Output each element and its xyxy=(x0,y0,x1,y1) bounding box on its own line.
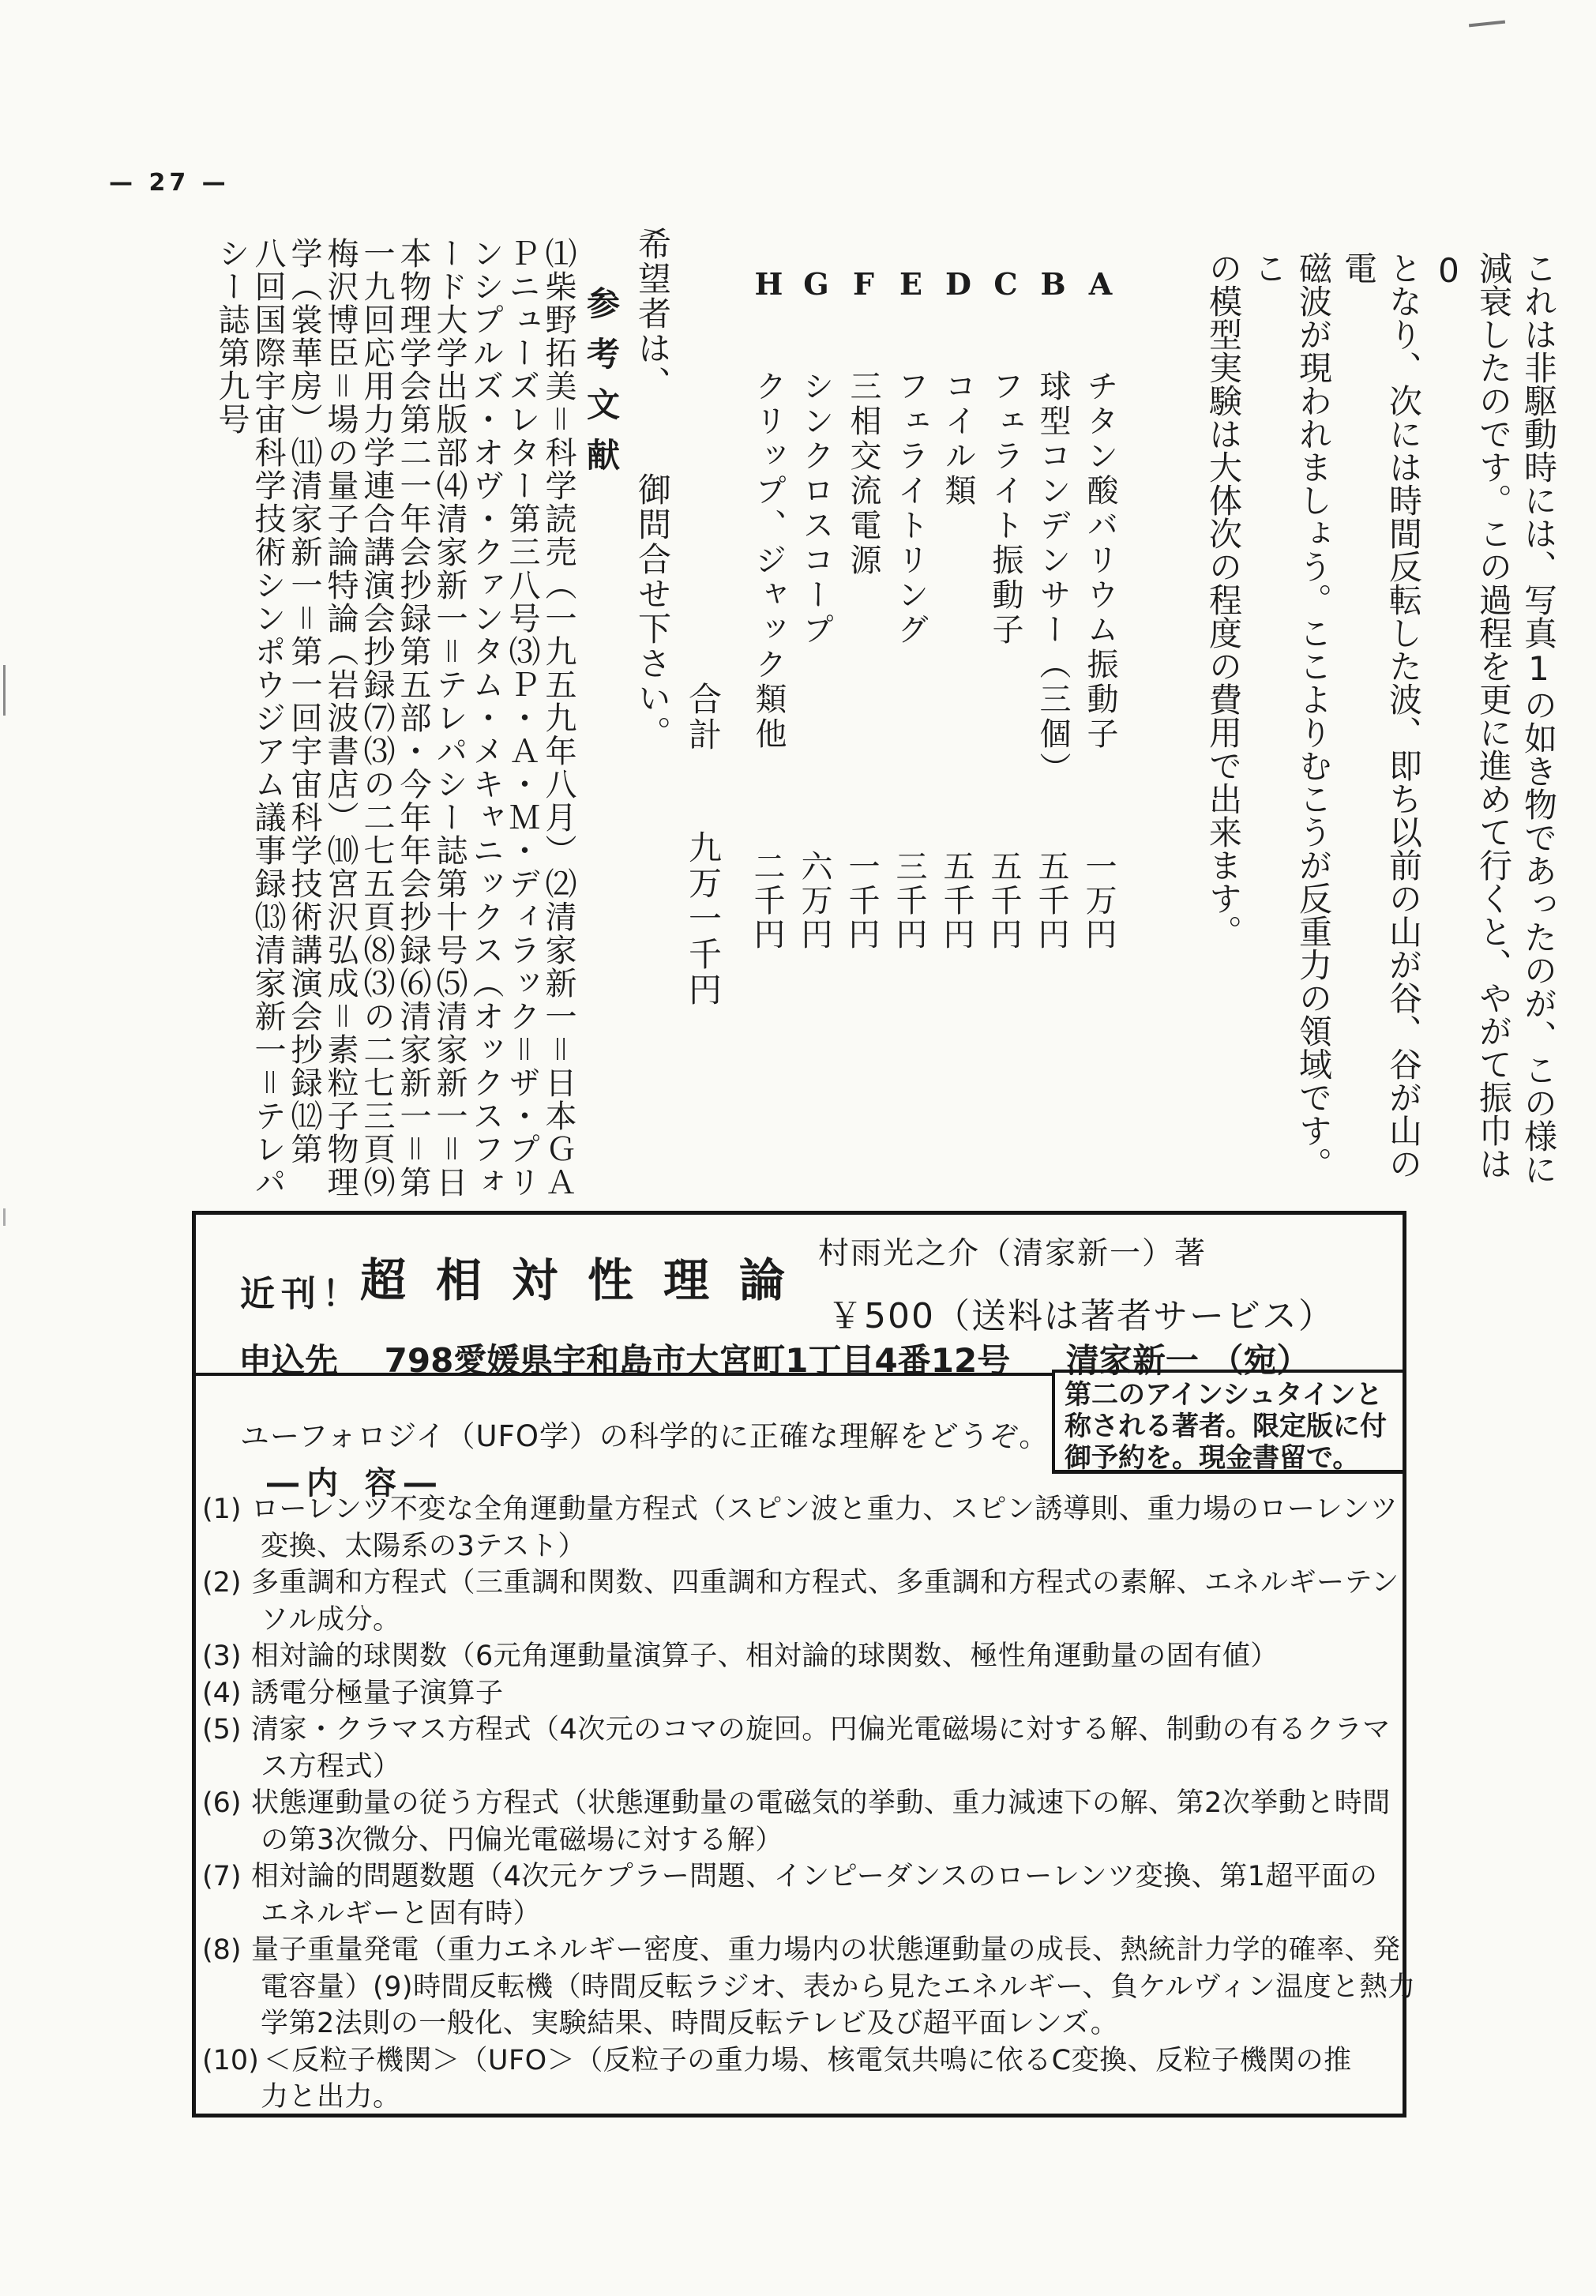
contents-heading: ―内 容― xyxy=(267,1465,444,1501)
contents-line xyxy=(202,2042,1398,2080)
line-text: 学第2法則の一般化、実験結果、時間反転テレビ及び超平面レンズ。 xyxy=(261,2008,1119,2039)
contents-line xyxy=(202,1712,1398,1749)
item-letter: G xyxy=(798,266,834,302)
reference-column: 一九回応用力学連合講演会抄録⑺⑶の二七五頁⑻⑶の二七三頁⑼ xyxy=(359,237,395,1199)
blurb-line: 第二のアインシュタインと xyxy=(1065,1379,1383,1411)
line-text: 量子重量発電（重力エネルギー密度、重力場内の状態運動量の成長、熱統計力学的確率、発 xyxy=(251,1934,1401,1966)
item-price: 五千円 xyxy=(1033,850,1069,952)
item-price: 五千円 xyxy=(938,850,974,952)
line-marker: (4) xyxy=(202,1677,242,1709)
line-text: ローレンツ不変な全角運動量方程式（スピン波と重力、スピン誘導則、重力場のローレンツ xyxy=(251,1494,1399,1525)
scan-artifact-mark xyxy=(3,1208,6,1226)
line-marker: (10) xyxy=(202,2044,259,2076)
item-name: コイル類 xyxy=(940,370,976,509)
author-blurb xyxy=(1052,1370,1403,1474)
item-letter: F xyxy=(846,266,881,302)
line-text: ソル成分。 xyxy=(261,1603,401,1636)
line-text: 清家・クラマス方程式（4次元のコマの旋回。円偏光電磁場に対する解、制動の有るクラマ xyxy=(251,1714,1391,1745)
line-marker: (8) xyxy=(202,1934,242,1966)
line-text: ＜反粒子機関＞（UFO＞（反粒子の重力場、核電気共鳴に依るC変換、反粒子機関の推 xyxy=(263,2044,1352,2076)
contents-line xyxy=(202,1602,1398,1639)
item-name: クリップ、ジャック類他 xyxy=(750,370,787,752)
contents-line xyxy=(202,1638,1398,1675)
line-marker xyxy=(202,2079,256,2116)
line-marker xyxy=(202,1749,256,1786)
reference-column: Ｐニューズレター第三八号⑶Ｐ・Ａ・Ｍ・ディラック＝ザ・プリ xyxy=(504,237,540,1199)
contents-line xyxy=(202,1896,1398,1933)
page-number: — 27 — xyxy=(109,169,230,197)
line-text: 変換、太陽系の3テスト） xyxy=(261,1530,586,1562)
line-marker: (7) xyxy=(202,1861,242,1892)
price-item-g xyxy=(796,266,839,952)
line-text: 誘電分極量子演算子 xyxy=(251,1677,504,1709)
price-item-h xyxy=(749,266,791,952)
divider-line xyxy=(196,1373,1053,1376)
reference-column: シー誌第九号 xyxy=(213,237,250,436)
line-marker xyxy=(202,1528,256,1565)
book-title: 超相対性理論 xyxy=(360,1253,816,1307)
price-item-a xyxy=(1080,266,1123,952)
line-text: 電容量）(9)時間反転機（時間反転ラジオ、表から見たエネルギー、負ケルヴィン温度と熱力 xyxy=(261,1971,1416,2003)
blurb-line: 称される著者。限定版に付 xyxy=(1065,1411,1387,1442)
line-marker: (3) xyxy=(202,1640,242,1672)
references-heading: 参考文献 xyxy=(582,286,621,488)
contents-list xyxy=(202,1491,1416,2116)
line-marker xyxy=(202,1896,256,1933)
total-row xyxy=(679,682,727,1008)
price-item-f xyxy=(843,266,886,952)
line-text: 状態運動量の従う方程式（状態運動量の電磁気的挙動、重力減速下の解、第2次挙動と時間 xyxy=(251,1787,1391,1819)
item-price: 五千円 xyxy=(986,850,1022,952)
contents-line xyxy=(202,1932,1401,1969)
item-price: 三千円 xyxy=(891,850,927,952)
line-marker xyxy=(202,2005,256,2042)
tagline: ユーフォロジイ（UFO学）の科学的に正確な理解をどうぞ。 xyxy=(240,1419,1050,1453)
price-item-e xyxy=(891,266,933,952)
contents-line xyxy=(202,1969,1416,2006)
order-recipient: 清家新一 （宛） xyxy=(1065,1341,1310,1380)
line-marker: (2) xyxy=(202,1567,242,1599)
order-address: 798愛媛県宇和島市大宮町1丁目4番12号 xyxy=(384,1341,1011,1380)
line-marker: (6) xyxy=(202,1787,242,1819)
line-marker xyxy=(202,1602,256,1639)
intro-column: 減衰したのです。この過程を更に進めて行くと、やがて振巾は0 xyxy=(1429,251,1513,1180)
inquiry-part2: 御問合せ下さい。 xyxy=(633,472,672,750)
item-price: 一万円 xyxy=(1080,850,1117,952)
contents-line xyxy=(202,1491,1398,1528)
item-letter: H xyxy=(751,266,787,302)
reference-column: 梅沢博臣＝場の量子論特論（岩波書店）⑽宮沢弘成＝素粒子物理 xyxy=(322,237,359,1199)
coming-soon-label: 近刊！ xyxy=(240,1274,363,1314)
item-price: 二千円 xyxy=(749,850,785,952)
references-list xyxy=(213,237,576,1207)
book-price: ￥500（送料は著者サービス） xyxy=(828,1296,1335,1336)
scan-artifact-mark xyxy=(1469,21,1505,28)
intro-column: 磁波が現われましょう。ここよりむこうが反重力の領域です。こ xyxy=(1249,251,1333,1180)
inquiry-note xyxy=(629,227,676,750)
item-name: フェライト振動子 xyxy=(987,370,1023,648)
line-marker: (5) xyxy=(202,1714,242,1745)
line-text: 相対論的球関数（6元角運動量演算子、相対論的球関数、極性角運動量の固有値） xyxy=(251,1640,1279,1672)
blurb-line: 御予約を。現金書留で。 xyxy=(1065,1442,1360,1474)
contents-line xyxy=(202,1822,1398,1859)
reference-column: ンシプルズ・オヴ・クァンタム・メキャニックス（オックスフォ xyxy=(468,237,504,1199)
scan-artifact-mark xyxy=(3,665,6,716)
line-marker xyxy=(202,1822,256,1859)
price-item-b xyxy=(1033,266,1076,952)
contents-line xyxy=(202,2079,1398,2116)
inquiry-part1: 希望者は、 xyxy=(633,227,672,400)
line-text: エネルギーと固有時） xyxy=(261,1897,542,1930)
line-marker: (1) xyxy=(202,1494,242,1525)
reference-column: 八回国際宇宙科学技術シンポウジアム議事録⒀清家新一＝テレパ xyxy=(250,237,286,1199)
line-text: 力と出力。 xyxy=(261,2081,401,2113)
contents-line xyxy=(202,2005,1398,2042)
item-name: シンクロスコープ xyxy=(798,370,834,648)
intro-column: となり、次には時間反転した波、即ち以前の山が谷、谷が山の電 xyxy=(1339,251,1423,1180)
total-label: 合計 xyxy=(684,682,723,753)
item-letter: E xyxy=(893,266,929,302)
contents-line xyxy=(202,1785,1398,1822)
line-marker xyxy=(202,1969,256,2006)
item-price: 六万円 xyxy=(796,850,832,952)
item-name: 三相交流電源 xyxy=(845,370,881,578)
contents-line xyxy=(202,1749,1398,1786)
book-ad-box xyxy=(192,1211,1416,2118)
intro-column: これは非駆動時には、写真1の如き物であったのが、この様に xyxy=(1519,251,1558,1186)
item-name: フェライトリング xyxy=(892,370,929,648)
reference-column: 本物理学会第二一年会抄録第五部・今年年会抄録⑹清家新一＝第 xyxy=(395,237,431,1199)
item-letter: C xyxy=(988,266,1023,302)
intro-paragraph xyxy=(1201,251,1561,1187)
reference-column: ード大学出版部⑷清家新一＝テレパシー誌第十号⑸清家新一＝日 xyxy=(431,237,468,1199)
item-price: 一千円 xyxy=(843,850,880,952)
order-label: 申込先 xyxy=(238,1341,339,1380)
total-amount: 九万一千円 xyxy=(684,830,723,1008)
price-item-d xyxy=(938,266,981,952)
contents-line xyxy=(202,1565,1398,1602)
reference-column: ⑴柴野拓美＝科学読売（一九五九年八月）⑵清家新一＝日本ＧＡ xyxy=(540,237,576,1199)
price-item-c xyxy=(986,266,1028,952)
contents-line xyxy=(202,1675,1398,1712)
contents-line xyxy=(202,1528,1398,1565)
line-text: の第3次微分、円偏光電磁場に対する解） xyxy=(261,1824,783,1856)
line-text: ス方程式） xyxy=(261,1750,401,1783)
item-letter: D xyxy=(941,266,976,302)
item-letter: A xyxy=(1083,266,1118,302)
contents-line xyxy=(202,1858,1398,1896)
item-letter: B xyxy=(1035,266,1071,302)
intro-column: の模型実験は大体次の程度の費用で出来ます。 xyxy=(1204,251,1243,948)
line-text: 相対論的問題数題（4次元ケプラー問題、インピーダンスのローレンツ変換、第1超平面の xyxy=(251,1861,1378,1892)
item-name: チタン酸バリウム振動子 xyxy=(1082,370,1118,752)
book-author: 村雨光之介（清家新一）著 xyxy=(818,1236,1207,1272)
reference-column: 学（裳華房）⑾清家新一＝第一回宇宙科学技術講演会抄録⑿第 xyxy=(286,237,322,1166)
item-name: 球型コンデンサー（三個） xyxy=(1035,370,1071,787)
line-text: 多重調和方程式（三重調和関数、四重調和方程式、多重調和方程式の素解、エネルギーテン xyxy=(251,1567,1399,1599)
